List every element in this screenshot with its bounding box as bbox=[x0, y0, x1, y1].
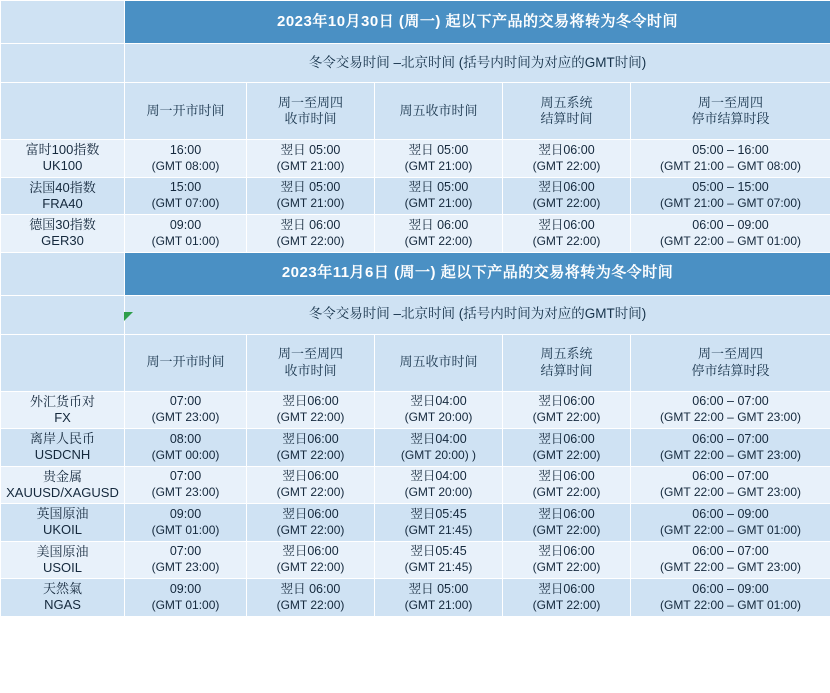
product-name-cell: 外汇货币对 FX bbox=[1, 391, 125, 429]
cell-close-mon-thu: 翌日06:00 (GMT 22:00) bbox=[247, 429, 375, 467]
cell-close-fri: 翌日 06:00 (GMT 22:00) bbox=[375, 215, 503, 253]
cell-break-mon-thu: 05:00 – 15:00 (GMT 21:00 – GMT 07:00) bbox=[631, 177, 830, 215]
header-corner-cell bbox=[1, 83, 125, 140]
section-subheader-1: 冬令交易时间 –北京时间 (括号内时间为对应的GMT时间) bbox=[125, 44, 830, 83]
product-name-cell: 离岸人民币 USDCNH bbox=[1, 429, 125, 467]
column-header-break-mon-thu: 周一至周四 停市结算时段 bbox=[631, 334, 830, 391]
subheader-spacer-cell bbox=[1, 44, 125, 83]
header-corner-cell bbox=[1, 334, 125, 391]
section-banner-row bbox=[1, 252, 830, 295]
cell-settle-fri: 翌日06:00 (GMT 22:00) bbox=[503, 391, 631, 429]
cell-open-mon: 07:00 (GMT 23:00) bbox=[125, 466, 247, 504]
table-row bbox=[1, 466, 830, 504]
product-name-cell: 法国40指数 FRA40 bbox=[1, 177, 125, 215]
section-banner-2: 2023年11月6日 (周一) 起以下产品的交易将转为冬令时间 bbox=[125, 252, 830, 295]
product-name-cell: 英国原油 UKOIL bbox=[1, 504, 125, 542]
cell-close-fri: 翌日04:00 (GMT 20:00) bbox=[375, 466, 503, 504]
cell-close-mon-thu: 翌日 06:00 (GMT 22:00) bbox=[247, 215, 375, 253]
cell-break-mon-thu: 06:00 – 07:00 (GMT 22:00 – GMT 23:00) bbox=[631, 429, 830, 467]
column-header-open-mon: 周一开市时间 bbox=[125, 334, 247, 391]
column-header-open-mon: 周一开市时间 bbox=[125, 83, 247, 140]
banner-spacer-cell bbox=[1, 1, 125, 44]
cell-open-mon: 07:00 (GMT 23:00) bbox=[125, 391, 247, 429]
cell-close-fri: 翌日 05:00 (GMT 21:00) bbox=[375, 140, 503, 178]
table-row bbox=[1, 541, 830, 579]
product-name-cell: 德国30指数 GER30 bbox=[1, 215, 125, 253]
cell-settle-fri: 翌日06:00 (GMT 22:00) bbox=[503, 215, 631, 253]
table-row bbox=[1, 391, 830, 429]
banner-spacer-cell bbox=[1, 252, 125, 295]
cell-settle-fri: 翌日06:00 (GMT 22:00) bbox=[503, 429, 631, 467]
section-subheader-2: 冬令交易时间 –北京时间 (括号内时间为对应的GMT时间) bbox=[125, 295, 830, 334]
cell-close-mon-thu: 翌日 05:00 (GMT 21:00) bbox=[247, 177, 375, 215]
product-name-cell: 美国原油 USOIL bbox=[1, 541, 125, 579]
table-row bbox=[1, 177, 830, 215]
cell-break-mon-thu: 06:00 – 07:00 (GMT 22:00 – GMT 23:00) bbox=[631, 541, 830, 579]
cell-open-mon: 09:00 (GMT 01:00) bbox=[125, 504, 247, 542]
cell-break-mon-thu: 06:00 – 07:00 (GMT 22:00 – GMT 23:00) bbox=[631, 391, 830, 429]
table-row bbox=[1, 215, 830, 253]
cell-close-fri: 翌日04:00 (GMT 20:00) ) bbox=[375, 429, 503, 467]
column-header-row-2 bbox=[1, 334, 830, 391]
cell-settle-fri: 翌日06:00 (GMT 22:00) bbox=[503, 177, 631, 215]
column-header-close-mon-thu: 周一至周四 收市时间 bbox=[247, 83, 375, 140]
cell-settle-fri: 翌日06:00 (GMT 22:00) bbox=[503, 504, 631, 542]
column-header-break-mon-thu: 周一至周四 停市结算时段 bbox=[631, 83, 830, 140]
cell-close-fri: 翌日04:00 (GMT 20:00) bbox=[375, 391, 503, 429]
cell-break-mon-thu: 05:00 – 16:00 (GMT 21:00 – GMT 08:00) bbox=[631, 140, 830, 178]
cell-close-mon-thu: 翌日06:00 (GMT 22:00) bbox=[247, 466, 375, 504]
cell-settle-fri: 翌日06:00 (GMT 22:00) bbox=[503, 579, 631, 617]
cell-settle-fri: 翌日06:00 (GMT 22:00) bbox=[503, 541, 631, 579]
cell-open-mon: 08:00 (GMT 00:00) bbox=[125, 429, 247, 467]
product-name-cell: 贵金属 XAUUSD/XAGUSD bbox=[1, 466, 125, 504]
table-row bbox=[1, 140, 830, 178]
section-banner-row bbox=[1, 1, 830, 44]
cell-open-mon: 09:00 (GMT 01:00) bbox=[125, 579, 247, 617]
cell-close-mon-thu: 翌日06:00 (GMT 22:00) bbox=[247, 391, 375, 429]
section-banner-1: 2023年10月30日 (周一) 起以下产品的交易将转为冬令时间 bbox=[125, 1, 830, 44]
cell-close-mon-thu: 翌日 05:00 (GMT 21:00) bbox=[247, 140, 375, 178]
column-header-settle-fri: 周五系统 结算时间 bbox=[503, 83, 631, 140]
column-header-close-fri: 周五收市时间 bbox=[375, 334, 503, 391]
table-row bbox=[1, 429, 830, 467]
cell-settle-fri: 翌日06:00 (GMT 22:00) bbox=[503, 140, 631, 178]
table-row bbox=[1, 504, 830, 542]
product-name-cell: 富时100指数 UK100 bbox=[1, 140, 125, 178]
column-header-row-1 bbox=[1, 83, 830, 140]
cell-close-mon-thu: 翌日06:00 (GMT 22:00) bbox=[247, 504, 375, 542]
cell-close-mon-thu: 翌日 06:00 (GMT 22:00) bbox=[247, 579, 375, 617]
product-name-cell: 天然氣 NGAS bbox=[1, 579, 125, 617]
cell-open-mon: 07:00 (GMT 23:00) bbox=[125, 541, 247, 579]
table-row bbox=[1, 579, 830, 617]
cell-break-mon-thu: 06:00 – 07:00 (GMT 22:00 – GMT 23:00) bbox=[631, 466, 830, 504]
cell-open-mon: 16:00 (GMT 08:00) bbox=[125, 140, 247, 178]
comment-marker-icon bbox=[124, 312, 133, 321]
cell-open-mon: 15:00 (GMT 07:00) bbox=[125, 177, 247, 215]
cell-break-mon-thu: 06:00 – 09:00 (GMT 22:00 – GMT 01:00) bbox=[631, 504, 830, 542]
cell-settle-fri: 翌日06:00 (GMT 22:00) bbox=[503, 466, 631, 504]
column-header-settle-fri: 周五系统 结算时间 bbox=[503, 334, 631, 391]
subheader-spacer-cell bbox=[1, 295, 125, 334]
cell-break-mon-thu: 06:00 – 09:00 (GMT 22:00 – GMT 01:00) bbox=[631, 215, 830, 253]
column-header-close-fri: 周五收市时间 bbox=[375, 83, 503, 140]
cell-close-fri: 翌日 05:00 (GMT 21:00) bbox=[375, 177, 503, 215]
cell-close-fri: 翌日 05:00 (GMT 21:00) bbox=[375, 579, 503, 617]
section-subheader-row bbox=[1, 44, 830, 83]
cell-break-mon-thu: 06:00 – 09:00 (GMT 22:00 – GMT 01:00) bbox=[631, 579, 830, 617]
cell-close-fri: 翌日05:45 (GMT 21:45) bbox=[375, 541, 503, 579]
cell-close-mon-thu: 翌日06:00 (GMT 22:00) bbox=[247, 541, 375, 579]
column-header-close-mon-thu: 周一至周四 收市时间 bbox=[247, 334, 375, 391]
cell-open-mon: 09:00 (GMT 01:00) bbox=[125, 215, 247, 253]
cell-close-fri: 翌日05:45 (GMT 21:45) bbox=[375, 504, 503, 542]
